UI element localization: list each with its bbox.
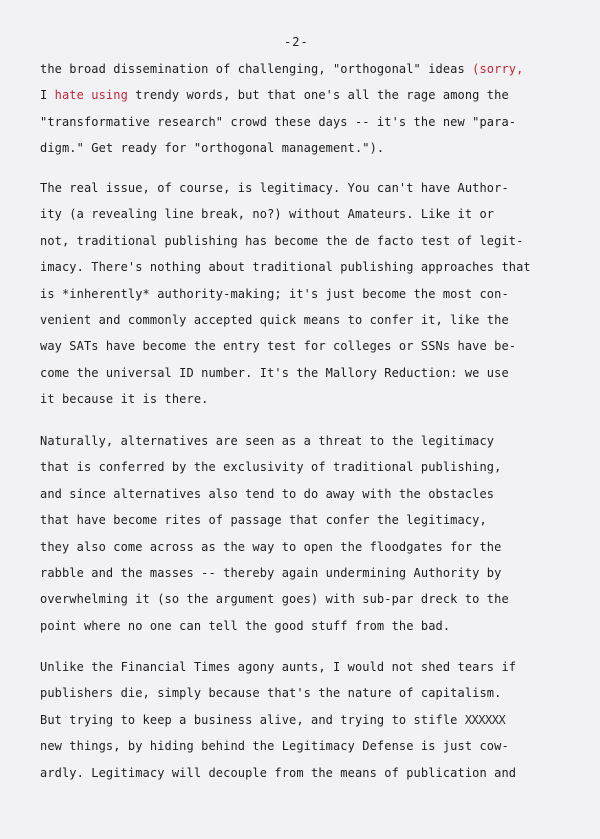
text-line [40,660,516,674]
line-text: that have become rites of passage that confer the legitimacy, [40,513,487,528]
line-text: it because it is there. [40,392,209,407]
line-text: they also come across as the way to open the floodgates for the [40,539,502,554]
line-text: Naturally, alternatives are seen as a threat to the legitimacy [40,434,495,448]
line-text: imacy. There's nothing about traditional publishing approaches that [40,260,531,275]
text-line [40,287,509,301]
line-text: ity (a revealing line break, no?) without Amateurs. Like it or [40,207,495,222]
line-text: and since alternatives also tend to do away with the obstacles [40,486,495,501]
line-text: rabble and the masses -- thereby again undermining Authority by [40,566,502,580]
line-text: point where no one can tell the good stuff from the bad. [40,618,451,633]
text-line [40,392,208,406]
text-line [40,686,501,700]
text-line [40,260,531,274]
text-line [40,540,501,554]
struck-out-word: XXXXXX [464,712,506,727]
line-text: not, traditional publishing has become the de facto test of legit- [40,233,524,248]
text-line [40,434,494,448]
line-text: digm." Get ready for "orthogonal management."). [40,141,385,156]
line-text: that is conferred by the exclusivity of traditional publishing, [40,460,502,475]
text-line [40,739,509,753]
line-text: ardly. Legitimacy will decouple from the means of publication and [40,765,517,780]
text-line [40,366,509,380]
line-text: But trying to keep a business alive, and trying to stifle [40,712,465,727]
text-line [40,766,516,780]
text-line [40,115,516,129]
text-line [40,339,516,353]
line-text: I [40,88,55,103]
text-line [40,207,494,221]
text-line [40,234,523,248]
text-line [40,513,487,527]
line-text: Unlike the Financial Times agony aunts, I would not shed tears if [40,660,517,674]
text-line [40,62,523,76]
red-ribbon-text: hate using [54,88,128,103]
text-line [40,88,509,102]
line-text: the broad dissemination of challenging, "orthogonal" ideas [40,62,473,76]
text-line [40,487,494,501]
text-line [40,460,501,474]
text-line [40,619,450,633]
line-text: venient and commonly accepted quick means to confer it, like the [40,313,509,327]
line-text: overwhelming it (so the argument goes) with sub-par dreck to the [40,592,509,607]
line-text: publishers die, simply because that's the nature of capitalism. [40,686,502,701]
text-line [40,713,505,727]
text-line [40,141,384,155]
line-text: "transformative research" crowd these days -- it's the new "para- [40,114,517,129]
red-ribbon-text: (sorry, [472,62,524,76]
text-line [40,566,501,580]
line-text: trendy words, but that one's all the rage among the [127,88,509,103]
line-text: new things, by hiding behind the Legitimacy Defense is just cow- [40,739,509,754]
page-number: -2- [284,35,309,49]
line-text: The real issue, of course, is legitimacy. You can't have Author- [40,181,509,195]
text-line [40,313,509,327]
line-text: come the universal ID number. It's the Mallory Reduction: we use [40,365,509,380]
text-line [40,181,509,195]
line-text: way SATs have become the entry test for colleges or SSNs have be- [40,339,517,354]
line-text: is *inherently* authority-making; it's just become the most con- [40,286,509,301]
text-line [40,592,509,606]
